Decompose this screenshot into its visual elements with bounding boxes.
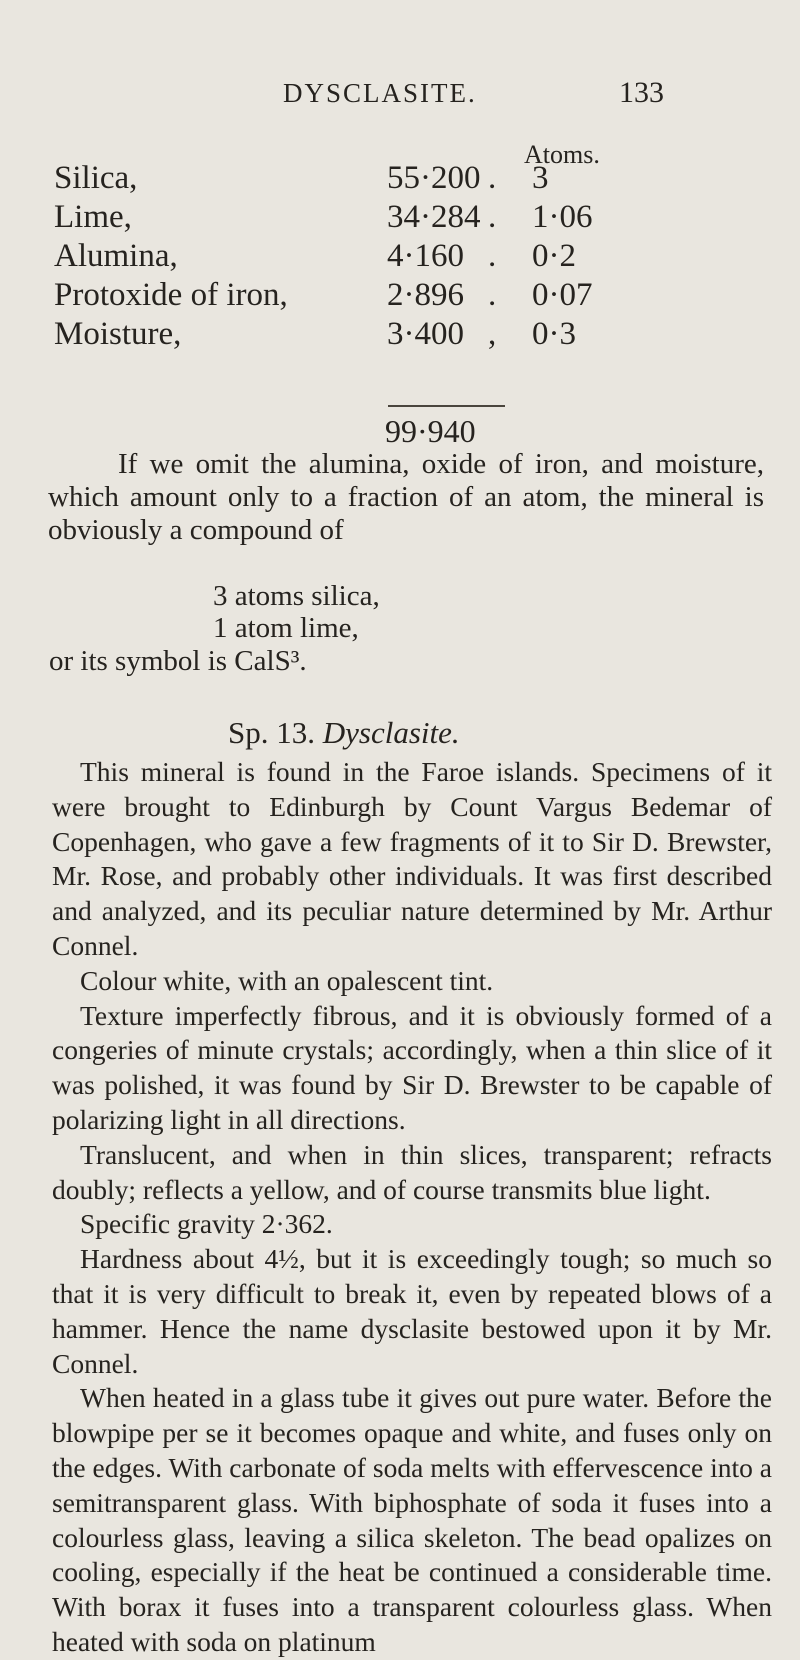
formula-silica: 3 atoms silica, (213, 580, 380, 612)
component-name: Lime, (54, 199, 132, 235)
row-separator: . (488, 160, 497, 196)
component-name: Moisture, (54, 316, 182, 352)
atom-count: 0·3 (532, 316, 576, 352)
sum-rule (388, 405, 505, 407)
analysis-total: 99·940 (385, 413, 476, 449)
row-separator: . (488, 238, 497, 274)
symbol-line: or its symbol is CalS³. (49, 645, 307, 677)
running-title: DYSCLASITE. (283, 78, 477, 108)
section-number: Sp. 13. (228, 715, 315, 750)
intro-paragraph (48, 448, 764, 547)
component-value: 55·200 (387, 160, 481, 196)
running-head (0, 78, 800, 118)
component-name: Protoxide of iron, (54, 277, 288, 313)
page-number: 133 (619, 76, 664, 109)
section-heading (228, 715, 460, 751)
formula-lime: 1 atom lime, (213, 612, 359, 644)
atoms-column-heading: Atoms. (524, 140, 600, 169)
component-name: Silica, (54, 160, 138, 196)
atom-count: 0·07 (532, 277, 593, 313)
row-separator: . (488, 277, 497, 313)
atom-count: 0·2 (532, 238, 576, 274)
component-value: 34·284 (387, 199, 481, 235)
row-separator: . (488, 199, 497, 235)
intro-text: If we omit the alumina, oxide of iron, and moisture, which amount only to a fraction of an atom, the mineral is obviously a compound of (48, 448, 764, 546)
paragraph-texture: Texture imperfectly fibrous, and it is obviously formed of a congeries of minute crystals; accordingly, when a thin slice of it was polished, it was found by Sir D. Brewster to be capable of polarizing light in all directions. (52, 999, 772, 1135)
component-name: Alumina, (54, 238, 178, 274)
paragraph-origin: This mineral is found in the Faroe islands. Specimens of it were brought to Edinburgh by Count Vargus Bedemar of Copenhagen, who gave a few fragments of it to Sir D. Brewster, Mr. Rose, and probably other individuals. It was first described and analyzed, and its peculiar nature determined by Mr. Arthur Connel. (52, 756, 772, 961)
paragraph-blowpipe: When heated in a glass tube it gives out pure water. Before the blowpipe per se it becomes opaque and white, and fuses only on the edges. With carbonate of soda melts with effervescence into a semitransparent glass. With biphosphate of soda it fuses into a colourless glass, leaving a silica skeleton. The bead opalizes on cooling, especially if the heat be continued a considerable time. With borax it fuses into a transparent colourless glass. When heated with soda on platinum (52, 1382, 772, 1657)
component-value: 3·400 (387, 316, 464, 352)
atom-count: 1·06 (532, 199, 593, 235)
section-title: Dysclasite. (322, 715, 460, 750)
paragraph-translucency: Translucent, and when in thin slices, transparent; refracts doubly; reflects a yellow, and of course transmits blue light. (52, 1138, 772, 1205)
paragraph-colour: Colour white, with an opalescent tint. (80, 964, 494, 996)
paragraph-gravity: Specific gravity 2·362. (80, 1208, 333, 1240)
row-separator: , (488, 316, 497, 352)
component-value: 4·160 (387, 238, 464, 274)
description-paragraphs (52, 755, 772, 1660)
atom-count: 3 (532, 160, 549, 196)
component-value: 2·896 (387, 277, 464, 313)
paragraph-hardness: Hardness about 4½, but it is exceedingly tough; so much so that it is very difficult to break it, even by repeated blows of a hammer. Hence the name dysclasite bestowed upon it by Mr. Connel. (52, 1243, 772, 1379)
